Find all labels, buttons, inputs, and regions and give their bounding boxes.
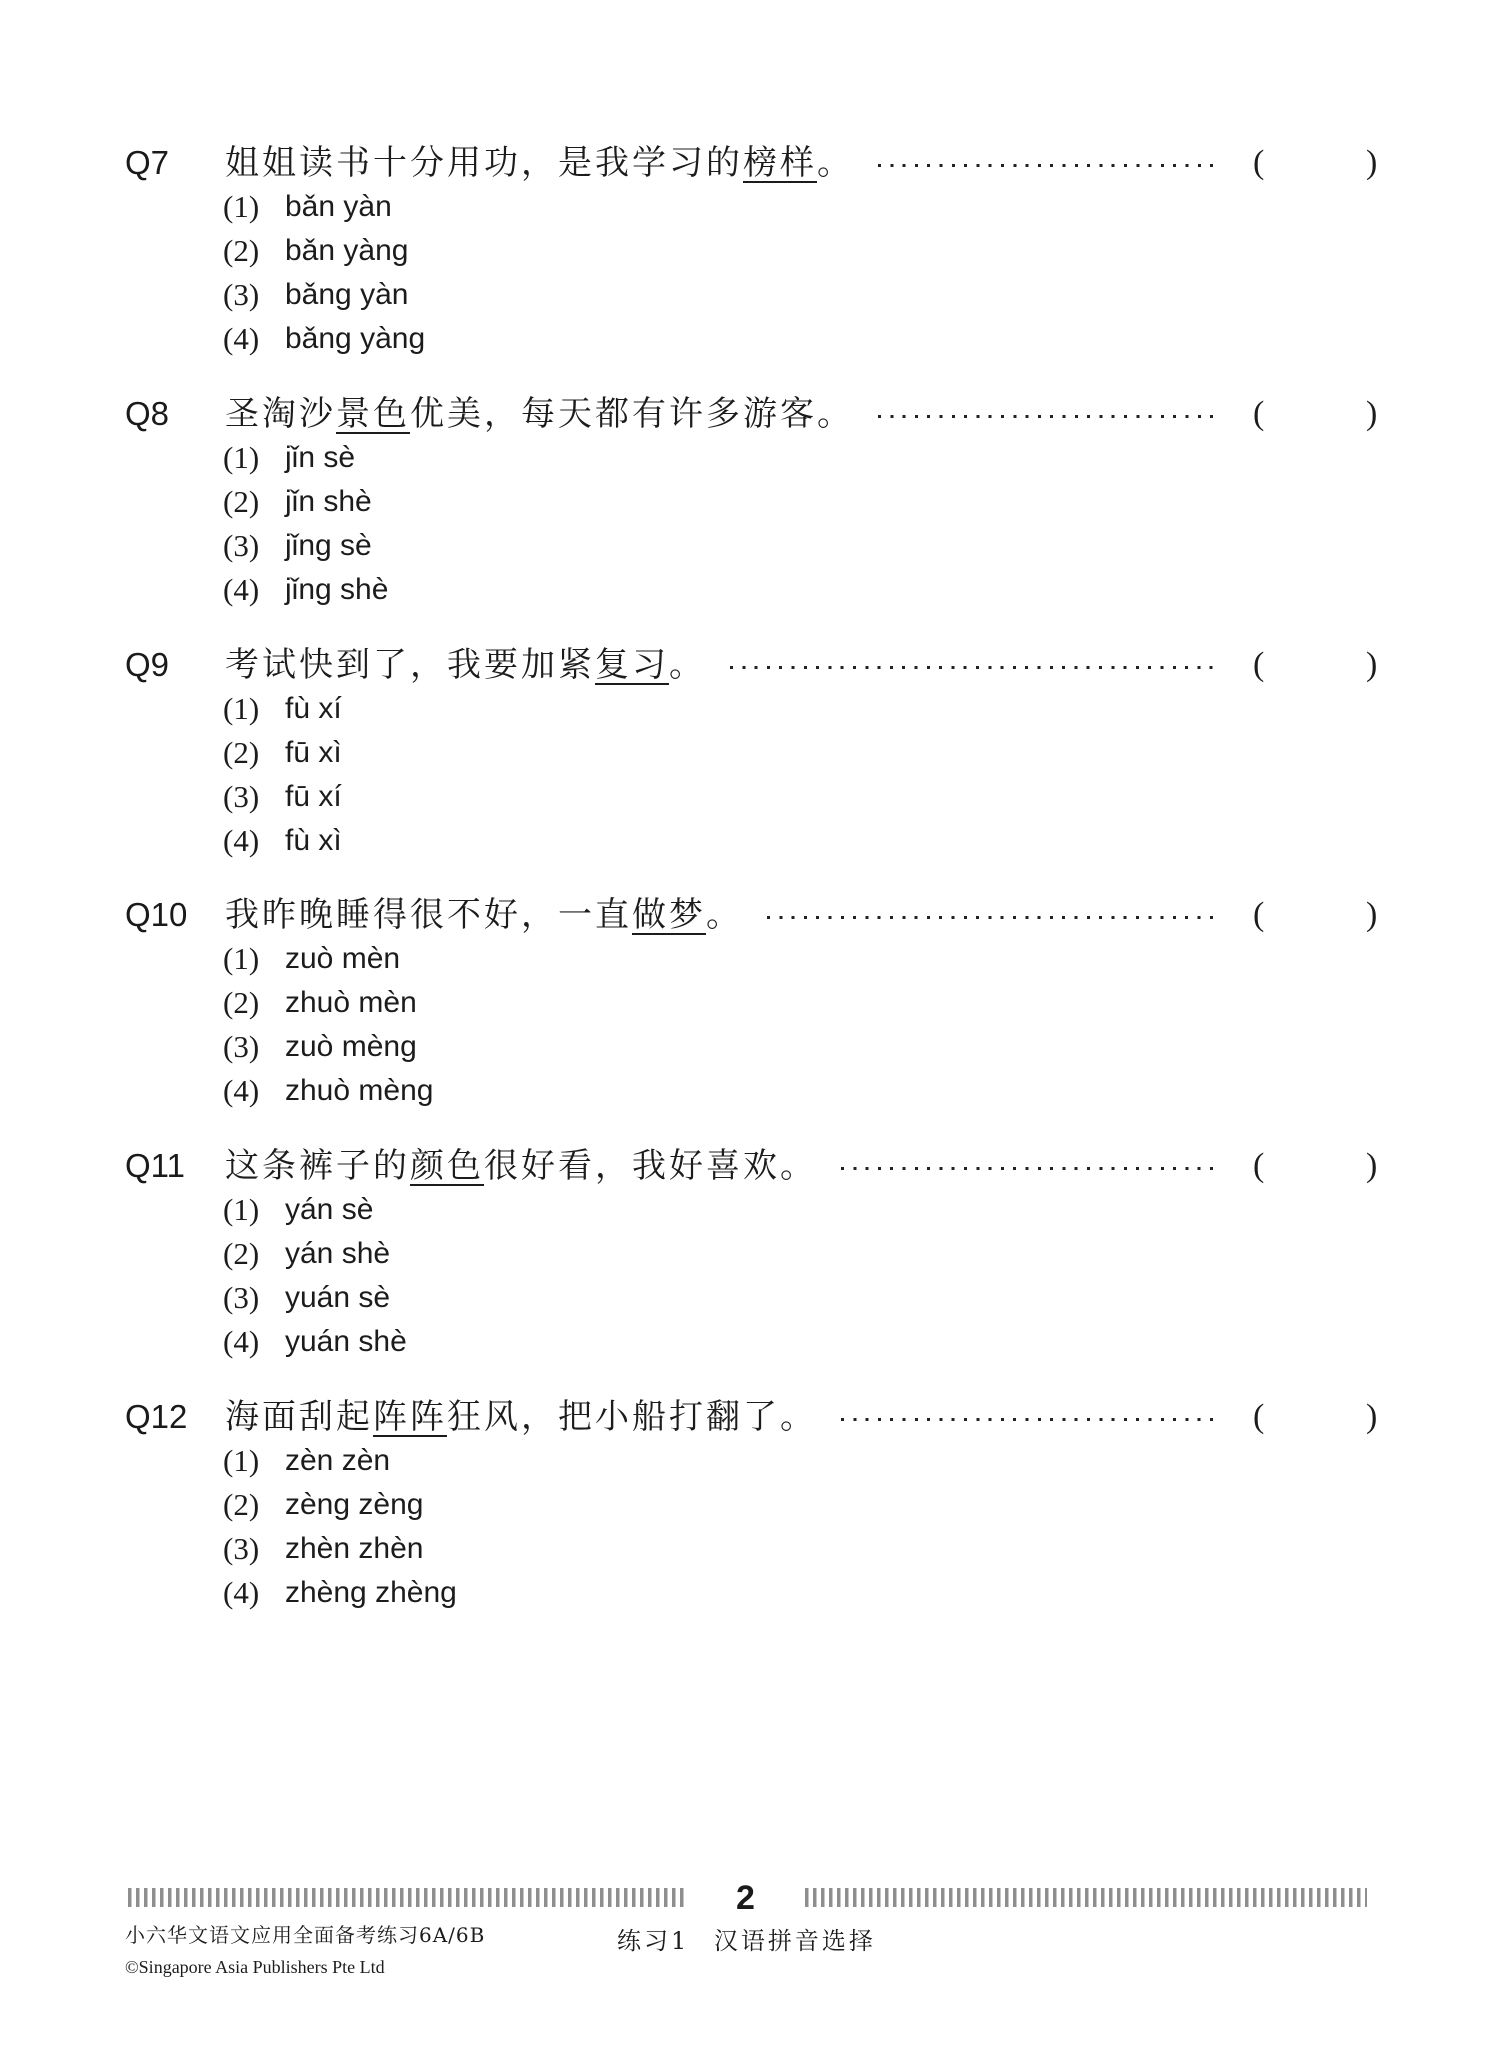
question-q10 xyxy=(0,893,1500,1123)
underlined-target-word: 景色 xyxy=(336,394,410,434)
option-label: (4) xyxy=(223,1324,260,1359)
option-label: (4) xyxy=(223,1073,260,1108)
question-number: Q11 xyxy=(125,1147,185,1184)
option-1 xyxy=(0,937,700,981)
dotted-leader xyxy=(730,666,1218,669)
sentence-before: 我昨晚睡得很不好，一直 xyxy=(225,895,632,935)
option-2 xyxy=(0,229,700,273)
answer-bracket-open: ( xyxy=(1253,896,1265,933)
option-pinyin: yuán sè xyxy=(285,1281,391,1314)
sentence-before: 考试快到了，我要加紧 xyxy=(225,645,595,685)
underlined-target-word: 颜色 xyxy=(410,1146,484,1186)
option-pinyin: zhuò mèng xyxy=(285,1074,434,1107)
question-q7 xyxy=(0,141,1500,371)
underlined-target-word: 做梦 xyxy=(632,895,706,935)
option-label: (2) xyxy=(223,1236,260,1271)
option-pinyin: zhèn zhèn xyxy=(285,1532,424,1565)
copyright-notice: ©Singapore Asia Publishers Pte Ltd xyxy=(125,1957,385,1977)
option-4 xyxy=(0,1571,700,1615)
sentence-text xyxy=(225,1144,817,1188)
option-pinyin: zèng zèng xyxy=(285,1488,424,1521)
question-q9 xyxy=(0,643,1500,873)
sentence-before: 姐姐读书十分用功，是我学习的 xyxy=(225,143,743,183)
answer-bracket-open: ( xyxy=(1253,646,1265,683)
sentence-after: 。 xyxy=(669,645,706,685)
option-pinyin: yán shè xyxy=(285,1237,391,1270)
answer-bracket-close: ) xyxy=(1366,646,1378,683)
option-pinyin: bǎng yàn xyxy=(285,278,409,311)
page-number: 2 xyxy=(736,1879,755,1917)
answer-bracket-open: ( xyxy=(1253,1147,1265,1184)
option-3 xyxy=(0,1276,700,1320)
option-4 xyxy=(0,819,700,863)
option-label: (2) xyxy=(223,1487,260,1522)
option-label: (1) xyxy=(223,691,260,726)
answer-bracket-open: ( xyxy=(1253,395,1265,432)
question-sentence xyxy=(225,392,1218,436)
option-2 xyxy=(0,731,700,775)
option-label: (4) xyxy=(223,572,260,607)
underlined-target-word: 榜样 xyxy=(743,143,817,183)
sentence-before: 圣淘沙 xyxy=(225,394,336,434)
option-pinyin: jǐn shè xyxy=(285,485,372,518)
option-label: (1) xyxy=(223,1443,260,1478)
option-label: (3) xyxy=(223,1280,260,1315)
answer-bracket-close: ) xyxy=(1366,395,1378,432)
option-pinyin: bǎng yàng xyxy=(285,322,426,355)
question-number: Q8 xyxy=(125,395,170,432)
sentence-before: 这条裤子的 xyxy=(225,1146,410,1186)
sentence-after: 优美，每天都有许多游客。 xyxy=(410,394,854,434)
option-1 xyxy=(0,1439,700,1483)
answer-bracket-open: ( xyxy=(1253,1398,1265,1435)
question-sentence xyxy=(225,893,1218,937)
question-row xyxy=(0,643,1500,687)
option-label: (1) xyxy=(223,440,260,475)
option-label: (2) xyxy=(223,484,260,519)
option-pinyin: fū xì xyxy=(285,736,342,769)
question-number: Q12 xyxy=(125,1398,188,1435)
question-number: Q9 xyxy=(125,646,170,683)
option-label: (3) xyxy=(223,779,260,814)
option-4 xyxy=(0,317,700,361)
question-sentence xyxy=(225,1144,1218,1188)
dotted-leader xyxy=(841,1167,1218,1170)
question-sentence xyxy=(225,1395,1218,1439)
sentence-after: 狂风，把小船打翻了。 xyxy=(447,1397,817,1437)
section-title: 练习1 汉语拼音选择 xyxy=(617,1927,876,1955)
sentence-after: 。 xyxy=(817,143,854,183)
option-label: (2) xyxy=(223,735,260,770)
footer-bar-right xyxy=(805,1888,1367,1907)
question-number: Q7 xyxy=(125,144,170,181)
option-1 xyxy=(0,185,700,229)
answer-bracket-close: ) xyxy=(1366,144,1378,181)
underlined-target-word: 阵阵 xyxy=(373,1397,447,1437)
question-sentence xyxy=(225,141,1218,185)
question-row xyxy=(0,1144,1500,1188)
option-2 xyxy=(0,1483,700,1527)
option-2 xyxy=(0,1232,700,1276)
book-title: 小六华文语文应用全面备考练习6A/6B xyxy=(125,1923,486,1947)
question-q12 xyxy=(0,1395,1500,1625)
option-pinyin: zuò mèn xyxy=(285,942,401,975)
option-2 xyxy=(0,480,700,524)
option-pinyin: zhuò mèn xyxy=(285,986,417,1019)
option-label: (1) xyxy=(223,189,260,224)
question-row xyxy=(0,392,1500,436)
answer-bracket-close: ) xyxy=(1366,896,1378,933)
option-4 xyxy=(0,1320,700,1364)
option-pinyin: jǐng shè xyxy=(285,573,389,606)
sentence-text xyxy=(225,1395,817,1439)
option-pinyin: zèn zèn xyxy=(285,1444,391,1477)
answer-bracket-close: ) xyxy=(1366,1398,1378,1435)
option-label: (3) xyxy=(223,528,260,563)
question-q11 xyxy=(0,1144,1500,1374)
option-label: (2) xyxy=(223,233,260,268)
question-sentence xyxy=(225,643,1218,687)
sentence-text xyxy=(225,893,743,937)
option-pinyin: bǎn yàn xyxy=(285,190,392,223)
option-1 xyxy=(0,687,700,731)
option-label: (1) xyxy=(223,941,260,976)
sentence-after: 。 xyxy=(706,895,743,935)
option-label: (3) xyxy=(223,1531,260,1566)
question-number: Q10 xyxy=(125,896,188,933)
option-pinyin: fù xí xyxy=(285,692,342,725)
sentence-text xyxy=(225,141,854,185)
option-label: (3) xyxy=(223,1029,260,1064)
option-label: (3) xyxy=(223,277,260,312)
option-label: (2) xyxy=(223,985,260,1020)
sentence-before: 海面刮起 xyxy=(225,1397,373,1437)
question-row xyxy=(0,893,1500,937)
option-pinyin: yán sè xyxy=(285,1193,374,1226)
sentence-after: 很好看，我好喜欢。 xyxy=(484,1146,817,1186)
option-label: (4) xyxy=(223,321,260,356)
question-row xyxy=(0,1395,1500,1439)
option-pinyin: jǐn sè xyxy=(285,441,356,474)
question-row xyxy=(0,141,1500,185)
option-pinyin: bǎn yàng xyxy=(285,234,409,267)
option-pinyin: zhèng zhèng xyxy=(285,1576,457,1609)
dotted-leader xyxy=(878,415,1218,418)
option-label: (1) xyxy=(223,1192,260,1227)
sentence-text xyxy=(225,392,854,436)
option-4 xyxy=(0,1069,700,1113)
option-1 xyxy=(0,1188,700,1232)
answer-bracket-open: ( xyxy=(1253,144,1265,181)
underlined-target-word: 复习 xyxy=(595,645,669,685)
option-3 xyxy=(0,775,700,819)
sentence-text xyxy=(225,643,706,687)
option-label: (4) xyxy=(223,1575,260,1610)
option-pinyin: fù xì xyxy=(285,824,342,857)
option-label: (4) xyxy=(223,823,260,858)
option-pinyin: yuán shè xyxy=(285,1325,407,1358)
dotted-leader xyxy=(767,916,1218,919)
answer-bracket-close: ) xyxy=(1366,1147,1378,1184)
option-3 xyxy=(0,1025,700,1069)
footer-bar-left xyxy=(128,1888,687,1907)
option-pinyin: fū xí xyxy=(285,780,342,813)
option-3 xyxy=(0,273,700,317)
dotted-leader xyxy=(841,1418,1218,1421)
option-2 xyxy=(0,981,700,1025)
option-pinyin: jǐng sè xyxy=(285,529,372,562)
option-pinyin: zuò mèng xyxy=(285,1030,417,1063)
option-1 xyxy=(0,436,700,480)
question-q8 xyxy=(0,392,1500,622)
option-3 xyxy=(0,524,700,568)
dotted-leader xyxy=(878,164,1218,167)
option-3 xyxy=(0,1527,700,1571)
option-4 xyxy=(0,568,700,612)
